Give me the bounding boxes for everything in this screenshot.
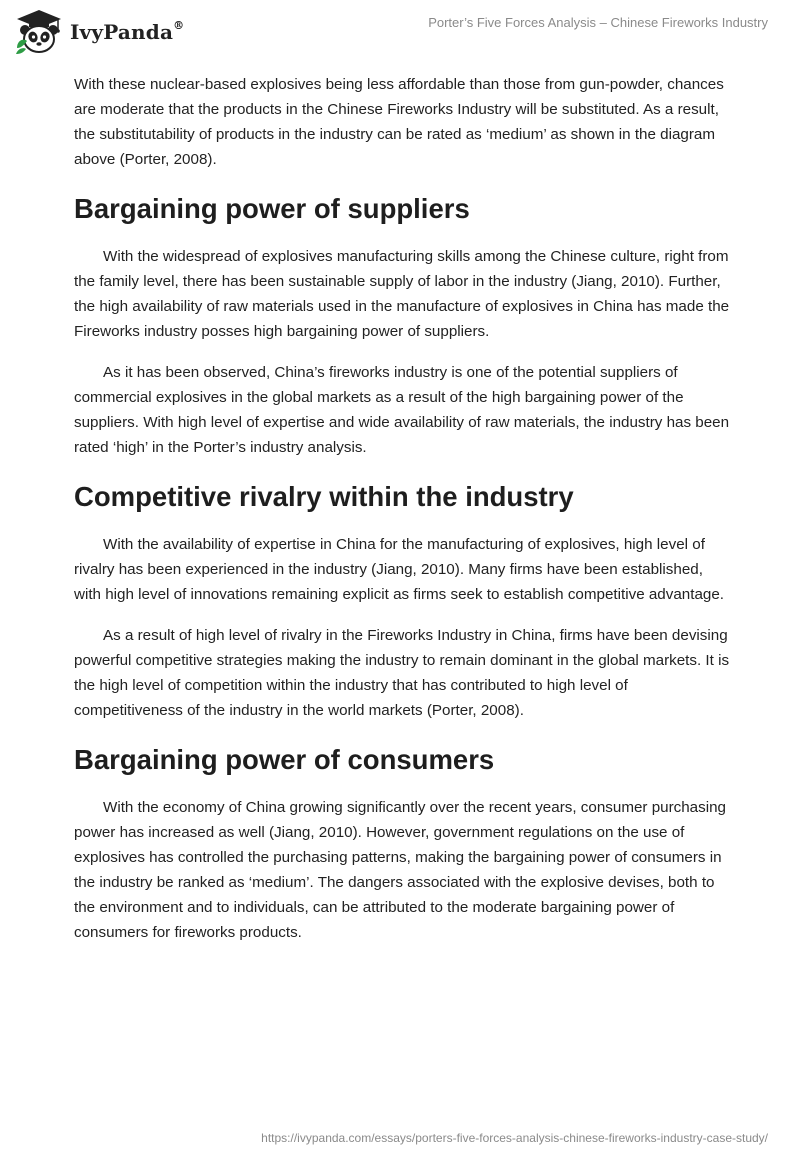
logo-wordmark: IvyPanda®	[70, 19, 185, 44]
paragraph: With the economy of China growing significantly over the recent years, consumer purchasing power has increased as well (Jiang, 2010). However, government regulations on the use of explosives has controlled the purchasing patterns, making the bargaining power of consumers in the industry be ranked as ‘medium’. The dangers associated with the explosive devises, both to the environment and to individuals, can be attributed to the moderate bargaining power of consumers for fireworks products.	[74, 799, 726, 941]
document-title: Porter’s Five Forces Analysis – Chinese Fireworks Industry	[428, 15, 768, 30]
ivypanda-logo[interactable]	[14, 8, 184, 56]
source-url[interactable]: https://ivypanda.com/essays/porters-five-forces-analysis-chinese-fireworks-industry-case-study/	[261, 1131, 768, 1145]
section-heading-consumers: Bargaining power of consumers	[74, 744, 495, 775]
page-header	[0, 0, 800, 62]
paragraph: With the widespread of explosives manufacturing skills among the Chinese culture, right from the family level, there has been sustainable supply of labor in the industry (Jiang, 2010). Further, the high availability of raw materials used in the manufacture of explosives in China has made the Fireworks industry posses high bargaining power of suppliers.	[74, 248, 730, 340]
paragraph: As it has been observed, China’s fireworks industry is one of the potential suppliers of commercial explosives in the global markets as a result of the high bargaining power of the suppliers. With high level of expertise and wide availability of raw materials, the industry has been rated ‘high’ in the Porter’s industry analysis.	[74, 364, 730, 456]
paragraph: With the availability of expertise in China for the manufacturing of explosives, high level of rivalry has been experienced in the industry (Jiang, 2010). Many firms have been established, with high level of innovations remaining explicit as firms seek to establish competitive advantage.	[74, 536, 725, 603]
paragraph: As a result of high level of rivalry in the Fireworks Industry in China, firms have been devising powerful competitive strategies making the industry to remain dominant in the global markets. It is the high level of competition within the industry that has contributed to high level of competitiveness of the industry in the world markets (Porter, 2008).	[74, 627, 730, 719]
panda-graduate-icon	[14, 8, 64, 56]
registered-mark: ®	[173, 19, 185, 33]
section-heading-suppliers: Bargaining power of suppliers	[74, 193, 470, 224]
intro-paragraph: With these nuclear-based explosives being less affordable than those from gun-powder, chances are moderate that the products in the Chinese Fireworks Industry will be substituted. As a result, the substitutability of products in the industry can be rated as ‘medium’ as shown in the diagram above (Porter, 2008).	[74, 76, 724, 168]
section-heading-rivalry: Competitive rivalry within the industry	[74, 481, 574, 512]
article-body	[74, 72, 734, 961]
